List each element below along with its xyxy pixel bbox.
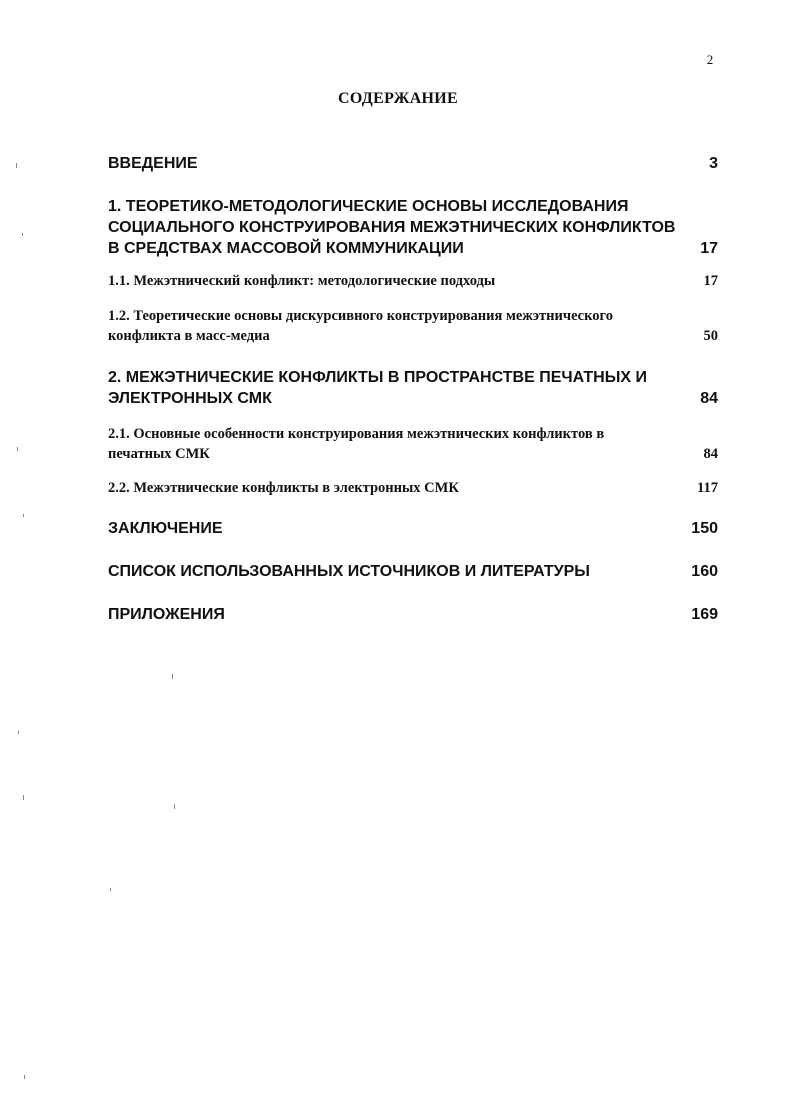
- toc-entry-title-line-2: конфликта в масс-медиа: [108, 328, 270, 344]
- toc-entry-references[interactable]: [108, 561, 718, 582]
- toc-entry-page: 84: [703, 446, 718, 462]
- toc-entry-section-2-2[interactable]: [108, 478, 718, 498]
- toc-entry-page: 169: [691, 606, 718, 623]
- scan-speck: [174, 804, 175, 809]
- scan-speck: [23, 795, 24, 800]
- toc-entry-intro[interactable]: [108, 153, 718, 174]
- toc-entry-title: ЗАКЛЮЧЕНИЕ: [108, 520, 223, 537]
- toc-entry-page: 84: [700, 390, 718, 407]
- toc-entry-title-line-1: 2.1. Основные особенности конструирования межэтнических конфликтов в: [108, 426, 605, 442]
- toc-entry-page: 50: [703, 328, 718, 344]
- toc-entry-title: СПИСОК ИСПОЛЬЗОВАННЫХ ИСТОЧНИКОВ И ЛИТЕРАТУРЫ: [108, 563, 590, 580]
- toc-entry-title-line-2: СОЦИАЛЬНОГО КОНСТРУИРОВАНИЯ МЕЖЭТНИЧЕСКИХ КОНФЛИКТОВ: [108, 219, 676, 236]
- toc-entry-conclusion[interactable]: [108, 518, 718, 539]
- scan-speck: [110, 888, 111, 891]
- toc-entry-page: 160: [691, 563, 718, 580]
- page-number: 2: [706, 52, 714, 67]
- toc-entry-title-line-1: 2. МЕЖЭТНИЧЕСКИЕ КОНФЛИКТЫ В ПРОСТРАНСТВЕ ПЕЧАТНЫХ И: [108, 369, 647, 386]
- toc-entry-chapter-2[interactable]: [108, 367, 718, 409]
- toc-entry-title: ПРИЛОЖЕНИЯ: [108, 606, 225, 623]
- scan-speck: [18, 731, 19, 734]
- scan-speck: [23, 514, 24, 517]
- toc-entry-title-line-2: печатных СМК: [108, 446, 210, 462]
- toc-entry-section-1-2[interactable]: [108, 306, 718, 346]
- toc-entry-appendices[interactable]: [108, 604, 718, 625]
- scan-speck: [24, 1075, 25, 1079]
- scan-speck: [22, 233, 23, 236]
- toc-entry-title-line-3: В СРЕДСТВАХ МАССОВОЙ КОММУНИКАЦИИ: [108, 240, 464, 257]
- toc-entry-title: 2.2. Межэтнические конфликты в электронных СМК: [108, 480, 459, 496]
- scan-speck: [17, 447, 18, 451]
- toc-entry-page: 117: [697, 480, 718, 496]
- scan-speck: [16, 163, 17, 168]
- toc-entry-section-1-1[interactable]: [108, 271, 718, 291]
- toc-entry-title-line-1: 1.2. Теоретические основы дискурсивного конструирования межэтнического: [108, 308, 614, 324]
- page-title: СОДЕРЖАНИЕ: [337, 90, 459, 107]
- toc-entry-section-2-1[interactable]: [108, 424, 718, 464]
- toc-entry-title-line-2: ЭЛЕКТРОННЫХ СМК: [108, 390, 272, 407]
- toc-entry-page: 17: [703, 273, 718, 289]
- toc-entry-page: 3: [709, 155, 718, 172]
- toc-entry-title: 1.1. Межэтнический конфликт: методологические подходы: [108, 273, 496, 289]
- toc-entry-chapter-1[interactable]: [108, 196, 718, 259]
- toc-entry-title-line-1: 1. ТЕОРЕТИКО-МЕТОДОЛОГИЧЕСКИЕ ОСНОВЫ ИССЛЕДОВАНИЯ: [108, 198, 629, 215]
- toc-entry-title: ВВЕДЕНИЕ: [108, 155, 198, 172]
- toc-entry-page: 17: [700, 240, 718, 257]
- toc-entry-page: 150: [691, 520, 718, 537]
- scan-speck: [172, 674, 173, 679]
